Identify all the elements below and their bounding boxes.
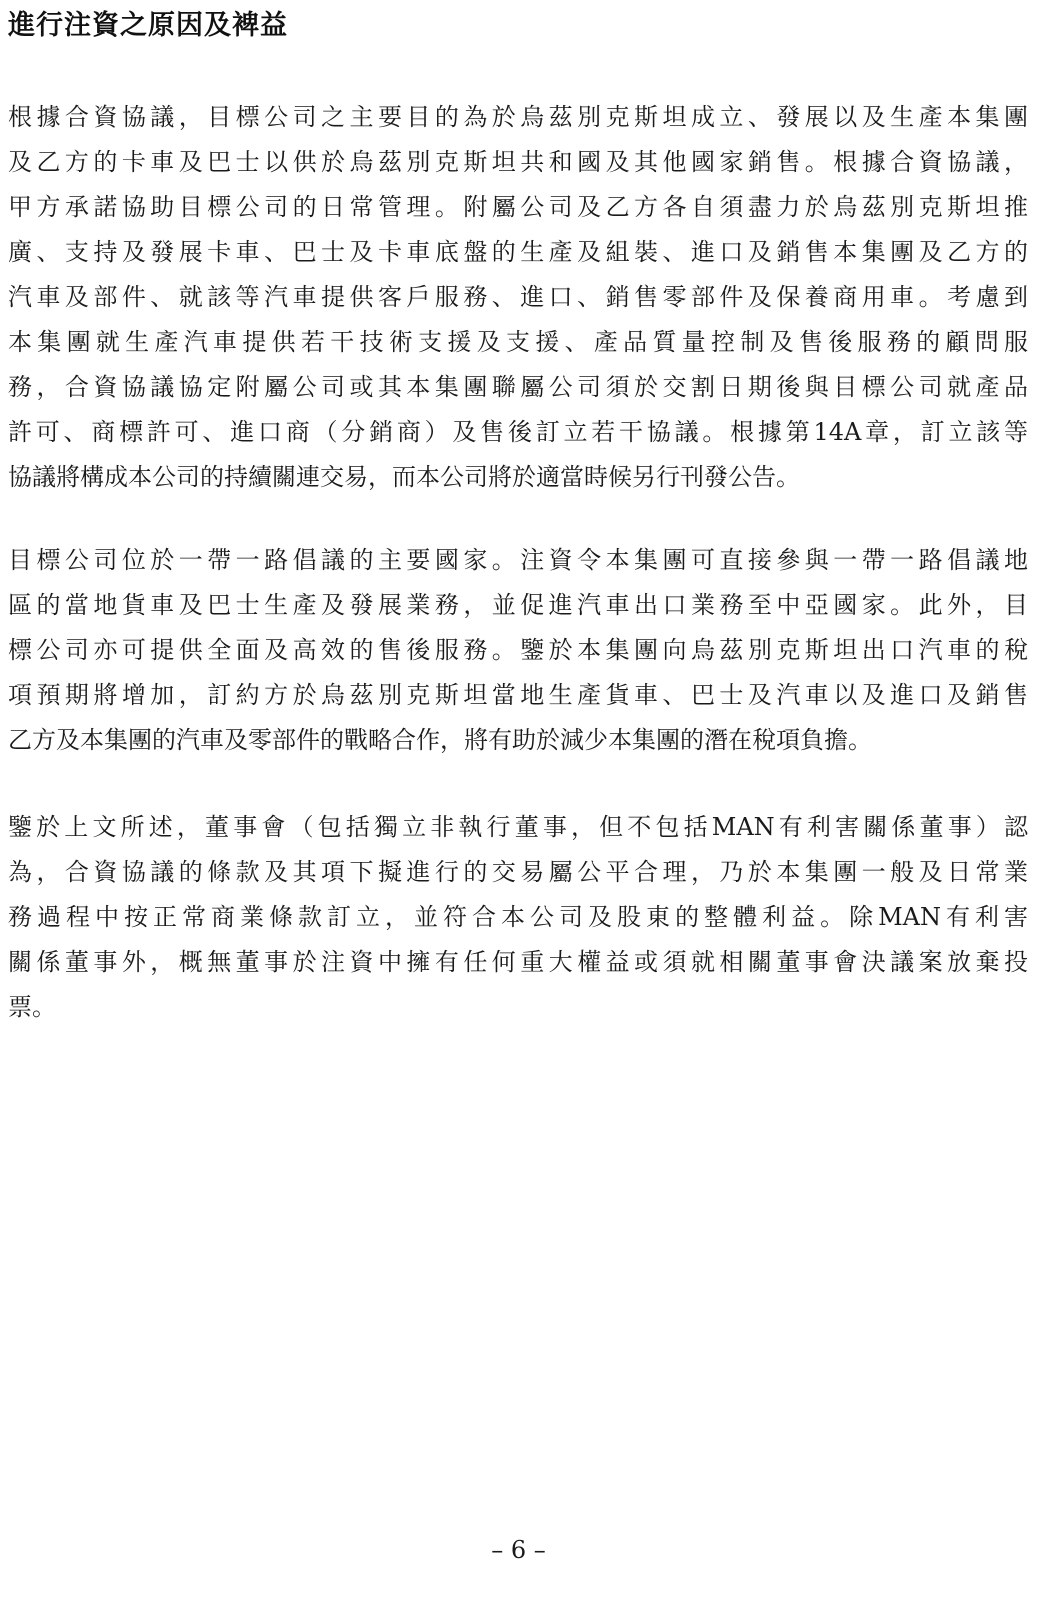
paragraph-reasons: [8, 95, 1028, 500]
page-number: – 6 –: [491, 1536, 546, 1564]
paragraph-line: 乙方及本集團的汽車及零部件的戰略合作，將有助於減少本集團的潛在稅項負擔。: [8, 726, 872, 754]
paragraph-board-view: [8, 805, 1028, 1030]
paragraph-line: 廣、支持及發展卡車、巴士及卡車底盤的生產及組裝、進口及銷售本集團及乙方的: [8, 238, 1028, 266]
paragraph-line: 汽車及部件、就該等汽車提供客戶服務、進口、銷售零部件及保養商用車。考慮到: [8, 283, 1028, 311]
paragraph-line: 及乙方的卡車及巴士以供於烏茲別克斯坦共和國及其他國家銷售。根據合資協議，: [8, 148, 1028, 176]
paragraph-line: 務，合資協議協定附屬公司或其本集團聯屬公司須於交割日期後與目標公司就產品: [8, 373, 1028, 401]
paragraph-line: 關係董事外，概無董事於注資中擁有任何重大權益或須就相關董事會決議案放棄投: [8, 948, 1028, 976]
paragraph-line: 區的當地貨車及巴士生產及發展業務，並促進汽車出口業務至中亞國家。此外，目: [8, 591, 1028, 619]
paragraph-line: 項預期將增加，訂約方於烏茲別克斯坦當地生產貨車、巴士及汽車以及進口及銷售: [8, 681, 1028, 709]
paragraph-line: 鑒於上文所述，董事會（包括獨立非執行董事，但不包括MAN有利害關係董事）認: [8, 813, 1028, 841]
paragraph-line: 協議將構成本公司的持續關連交易，而本公司將於適當時候另行刊發公告。: [8, 463, 800, 491]
paragraph-line: 務過程中按正常商業條款訂立，並符合本公司及股東的整體利益。除MAN有利害: [8, 903, 1028, 931]
paragraph-line: 目標公司位於一帶一路倡議的主要國家。注資令本集團可直接參與一帶一路倡議地: [8, 546, 1028, 574]
paragraph-line: 根據合資協議，目標公司之主要目的為於烏茲別克斯坦成立、發展以及生產本集團: [8, 103, 1028, 131]
paragraph-line: 為，合資協議的條款及其項下擬進行的交易屬公平合理，乃於本集團一般及日常業: [8, 858, 1028, 886]
paragraph-line: 票。: [8, 993, 56, 1021]
paragraph-line: 本集團就生產汽車提供若干技術支援及支援、產品質量控制及售後服務的顧問服: [8, 328, 1028, 356]
section-heading: 進行注資之原因及裨益: [8, 10, 288, 41]
paragraph-belt-and-road: [8, 538, 1028, 763]
paragraph-line: 許可、商標許可、進口商（分銷商）及售後訂立若干協議。根據第14A章，訂立該等: [8, 418, 1028, 446]
paragraph-line: 標公司亦可提供全面及高效的售後服務。鑒於本集團向烏茲別克斯坦出口汽車的稅: [8, 636, 1028, 664]
paragraph-line: 甲方承諾協助目標公司的日常管理。附屬公司及乙方各自須盡力於烏茲別克斯坦推: [8, 193, 1028, 221]
